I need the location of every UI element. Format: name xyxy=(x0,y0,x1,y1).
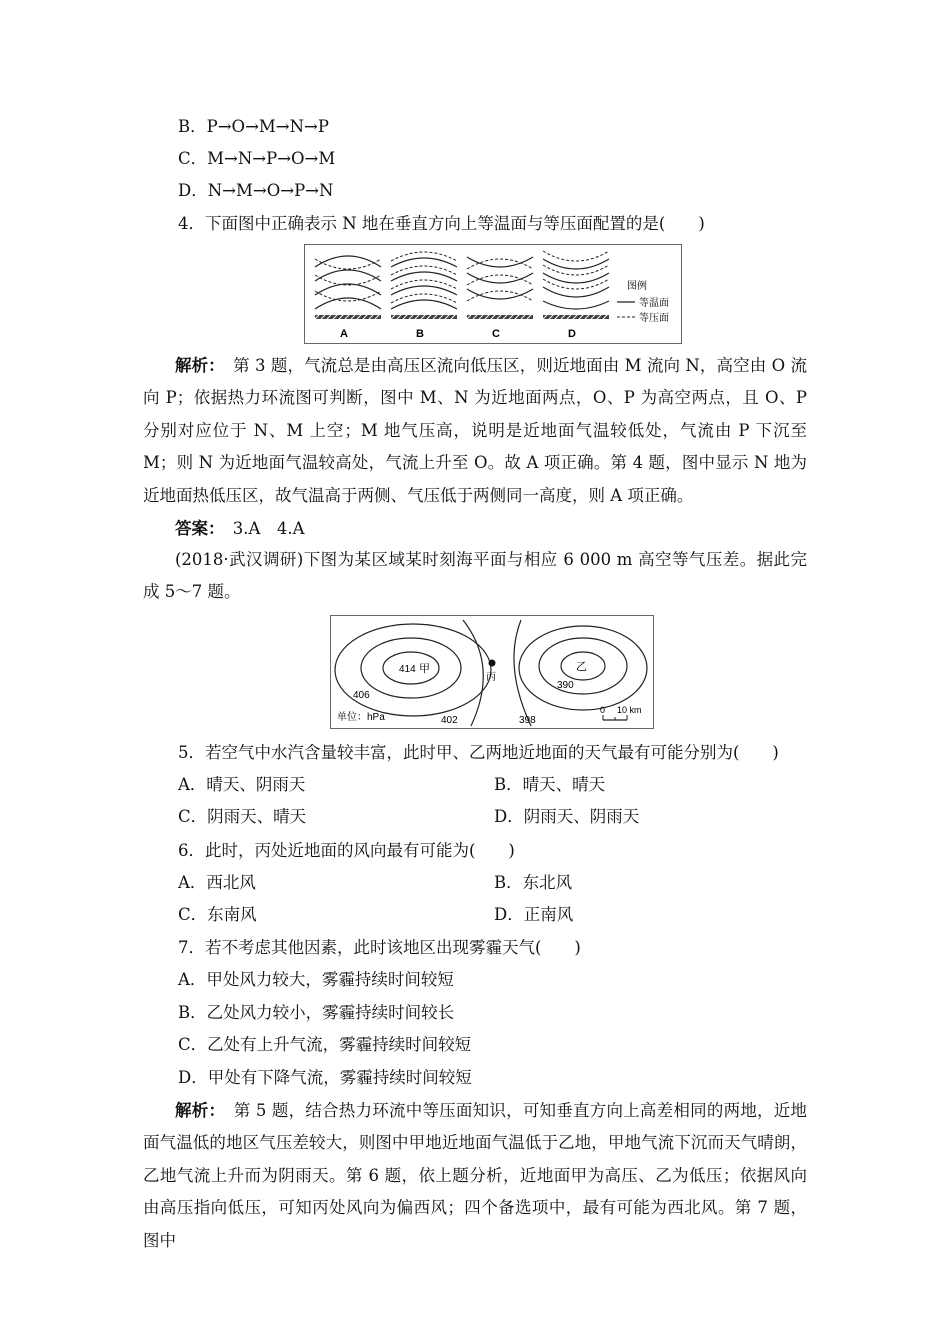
label-yi: 乙 xyxy=(576,661,587,673)
q6-option-b: B．东北风 xyxy=(494,873,573,892)
q3-option-d: D．N→M→O→P→N xyxy=(178,181,334,200)
panel-label-b: B xyxy=(416,328,424,340)
answer-label: 答案： xyxy=(175,519,217,538)
analysis-label: 解析： xyxy=(175,356,217,375)
panel-label-a: A xyxy=(340,328,348,340)
q7-option-d: D．甲处有下降气流，雾霾持续时间较短 xyxy=(178,1068,472,1087)
label-402: 402 xyxy=(441,715,458,726)
q5-option-d: D．阴雨天、阴雨天 xyxy=(494,807,640,826)
analysis-q3-q4 xyxy=(143,350,807,512)
label-bing: 丙 xyxy=(486,672,496,683)
analysis2-label: 解析： xyxy=(175,1101,217,1120)
label-jia: 甲 xyxy=(419,663,430,675)
q4-stem: 4．下面图中正确表示 N 地在垂直方向上等温面与等压面配置的是( ) xyxy=(178,214,705,233)
label-390: 390 xyxy=(557,680,574,691)
q6-option-d: D．正南风 xyxy=(494,905,574,924)
panel-c xyxy=(467,257,533,319)
q5-option-a: A．晴天、阴雨天 xyxy=(178,775,306,794)
panel-d xyxy=(543,251,609,319)
panel-a xyxy=(315,256,381,319)
legend-isobar: 等压面 xyxy=(639,313,669,324)
q7-option-b: B．乙处风力较小，雾霾持续时间较长 xyxy=(178,1003,455,1022)
scale-zero: 0 xyxy=(600,705,606,715)
q5-option-b: B．晴天、晴天 xyxy=(494,775,606,794)
answer-text: 3.A 4.A xyxy=(232,519,305,538)
panel-b xyxy=(391,252,457,319)
label-406: 406 xyxy=(353,690,370,701)
q3-option-b: B．P→O→M→N→P xyxy=(178,117,329,136)
label-414: 414 xyxy=(399,664,416,675)
q3-option-c: C．M→N→P→O→M xyxy=(178,149,336,168)
isobar-map-svg xyxy=(331,616,653,728)
panel-label-c: C xyxy=(492,328,500,340)
isobar-map xyxy=(330,615,654,729)
q7-option-a: A．甲处风力较大，雾霾持续时间较短 xyxy=(178,970,454,989)
figure-legend xyxy=(617,279,669,324)
q5-option-c: C．阴雨天、晴天 xyxy=(178,807,307,826)
answer-q3-q4 xyxy=(175,518,305,540)
scale-ten: 10 km xyxy=(617,705,642,715)
isotherm-isobar-figure xyxy=(304,244,682,344)
q6-option-a: A．西北风 xyxy=(178,873,256,892)
q7-stem: 7．若不考虑其他因素，此时该地区出现雾霾天气( ) xyxy=(178,938,581,957)
analysis2-text: 第 5 题，结合热力环流中等压面知识，可知垂直方向上高差相同的两地，近地面气温低的地区气压差较大，则图中甲地近地面气温低于乙地，甲地气流下沉而天气晴朗，乙地气流上升而为阴雨天。第 6 题，依上题分析，近地面甲为高压、乙为低压；依据风向由高压指向低压，可知丙处风向为偏西风；四个备选项中，最有可能为西北风。第 7 题，图中 xyxy=(143,1101,808,1250)
map-unit: 单位：hPa xyxy=(337,712,385,723)
label-398: 398 xyxy=(519,715,536,726)
q7-option-c: C．乙处有上升气流，雾霾持续时间较短 xyxy=(178,1035,472,1054)
legend-isotherm: 等温面 xyxy=(639,298,669,309)
isotherm-isobar-svg xyxy=(305,245,681,343)
q5-stem: 5．若空气中水汽含量较丰富，此时甲、乙两地近地面的天气最有可能分别为( ) xyxy=(178,743,779,762)
legend-title: 图例 xyxy=(627,281,647,292)
section-intro: (2018·武汉调研)下图为某区域某时刻海平面与相应 6 000 m 高空等气压差。据此完成 5～7 题。 xyxy=(143,550,807,602)
q6-stem: 6．此时，丙处近地面的风向最有可能为( ) xyxy=(178,841,515,860)
q6-option-c: C．东南风 xyxy=(178,905,257,924)
panel-label-d: D xyxy=(568,328,576,340)
analysis-text: 第 3 题，气流总是由高压区流向低压区，则近地面由 M 流向 N，高空由 O 流向 P；依据热力环流图可判断，图中 M、N 为近地面两点，O、P 为高空两点，且 O、P 分别对应位于 N、M 上空；M 地气压高，说明是近地面气温较低处，气流由 P 下沉至 M；则 N 为近地面气温较高处，气流上升至 O。故 A 项正确。第 4 题，图中显示 N 地为近地面热低压区，故气温高于两侧、气压低于两侧同一高度，则 A 项正确。 xyxy=(143,356,808,505)
analysis-q5-q7 xyxy=(143,1095,807,1257)
